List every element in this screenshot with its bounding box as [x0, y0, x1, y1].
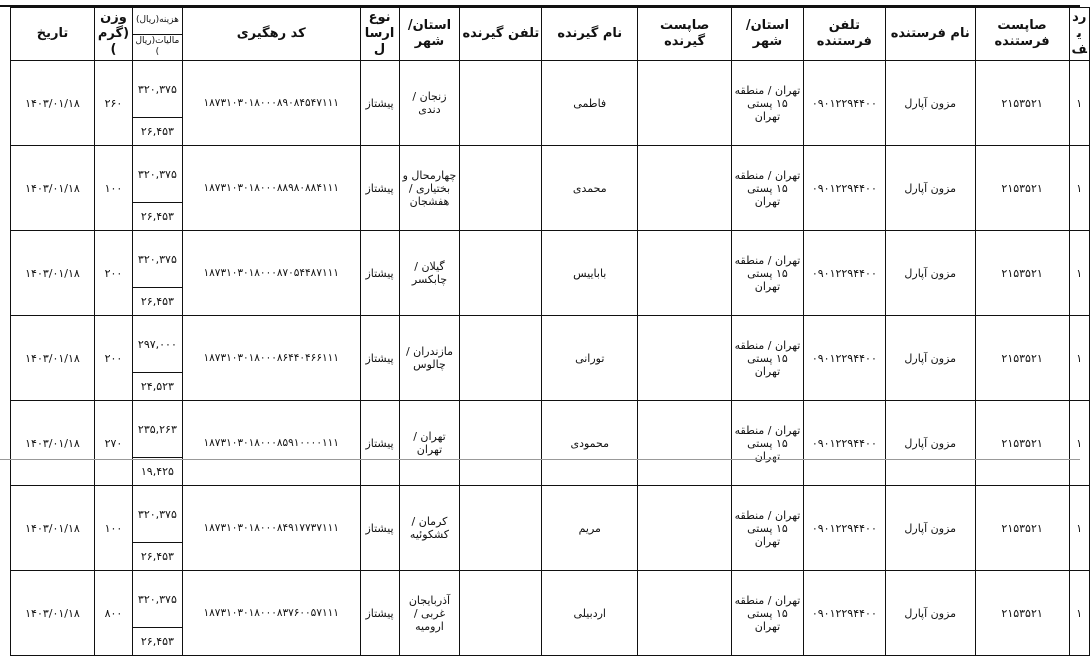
- cell-weight: ۱۰۰: [94, 486, 132, 571]
- cell-sender-name: مزون آپارل: [885, 486, 975, 571]
- table-row: [11, 146, 1090, 203]
- cell-tracking-code: ۱۸۷۳۱۰۳۰۱۸۰۰۰۸۷۰۵۴۴۸۷۱۱۱: [182, 231, 360, 316]
- cell-tax: ۲۶,۴۵۳: [132, 118, 182, 146]
- cell-sender-phone: ۰۹۰۱۲۲۹۴۴۰۰: [803, 571, 885, 656]
- cell-receiver-postcode: [638, 486, 732, 571]
- cell-receiver-postcode: [638, 316, 732, 401]
- cell-sender-city: تهران / منطقه ۱۵ پستی تهران: [732, 486, 804, 571]
- cell-receiver-city: گیلان / چابکسر: [399, 231, 460, 316]
- cell-row-no: ۱: [1069, 316, 1089, 401]
- cell-receiver-city: زنجان / دندی: [399, 61, 460, 146]
- cell-sender-postcode: ۲۱۵۳۵۲۱: [975, 571, 1069, 656]
- cell-receiver-postcode: [638, 61, 732, 146]
- cell-receiver-phone: [460, 146, 542, 231]
- cell-receiver-name: فاطمی: [542, 61, 638, 146]
- cell-sender-phone: ۰۹۰۱۲۲۹۴۴۰۰: [803, 401, 885, 486]
- cell-receiver-phone: [460, 486, 542, 571]
- cell-sender-postcode: ۲۱۵۳۵۲۱: [975, 231, 1069, 316]
- cell-receiver-name: محمودی: [542, 401, 638, 486]
- cell-date: ۱۴۰۳/۰۱/۱۸: [11, 486, 95, 571]
- cell-cost: ۳۲۰,۳۷۵: [132, 231, 182, 288]
- cell-row-no: ۱: [1069, 146, 1089, 231]
- cell-sender-name: مزون آپارل: [885, 571, 975, 656]
- cell-receiver-phone: [460, 571, 542, 656]
- header-receiver-postcode: صاپست گیرنده: [638, 8, 732, 61]
- cell-tax: ۱۹,۴۲۵: [132, 458, 182, 486]
- cell-tracking-code: ۱۸۷۳۱۰۳۰۱۸۰۰۰۸۶۴۴۰۴۶۶۱۱۱: [182, 316, 360, 401]
- cell-receiver-phone: [460, 61, 542, 146]
- cell-sender-city: تهران / منطقه ۱۵ پستی تهران: [732, 61, 804, 146]
- header-receiver-phone: تلفن گیرنده: [460, 8, 542, 61]
- cell-send-type: پیشتاز: [360, 61, 399, 146]
- table-body: [11, 61, 1090, 656]
- cell-receiver-city: مازندران / چالوس: [399, 316, 460, 401]
- cell-date: ۱۴۰۳/۰۱/۱۸: [11, 231, 95, 316]
- cell-receiver-postcode: [638, 571, 732, 656]
- cell-row-no: ۱: [1069, 61, 1089, 146]
- cell-row-no: ۱: [1069, 486, 1089, 571]
- header-sender-name: نام فرستنده: [885, 8, 975, 61]
- cell-row-no: ۱: [1069, 571, 1089, 656]
- cell-weight: ۱۰۰: [94, 146, 132, 231]
- cell-sender-name: مزون آپارل: [885, 61, 975, 146]
- cell-tracking-code: ۱۸۷۳۱۰۳۰۱۸۰۰۰۸۹۰۸۴۵۴۷۱۱۱: [182, 61, 360, 146]
- cell-tax: ۲۶,۴۵۳: [132, 203, 182, 231]
- cell-receiver-name: محمدی: [542, 146, 638, 231]
- cell-tax: ۲۶,۴۵۳: [132, 628, 182, 656]
- cell-cost: ۳۲۰,۳۷۵: [132, 486, 182, 543]
- cell-sender-postcode: ۲۱۵۳۵۲۱: [975, 146, 1069, 231]
- cell-sender-phone: ۰۹۰۱۲۲۹۴۴۰۰: [803, 61, 885, 146]
- cell-receiver-city: کرمان / کشکوئیه: [399, 486, 460, 571]
- cell-date: ۱۴۰۳/۰۱/۱۸: [11, 61, 95, 146]
- cell-cost: ۲۹۷,۰۰۰: [132, 316, 182, 373]
- cell-receiver-phone: [460, 231, 542, 316]
- cell-send-type: پیشتاز: [360, 486, 399, 571]
- header-cost: هزینه(ریال): [132, 8, 182, 35]
- table-row: [11, 231, 1090, 288]
- cell-send-type: پیشتاز: [360, 401, 399, 486]
- cell-receiver-name: باباییس: [542, 231, 638, 316]
- cell-sender-name: مزون آپارل: [885, 231, 975, 316]
- cell-tracking-code: ۱۸۷۳۱۰۳۰۱۸۰۰۰۸۳۷۶۰۰۵۷۱۱۱: [182, 571, 360, 656]
- cell-date: ۱۴۰۳/۰۱/۱۸: [11, 316, 95, 401]
- cell-sender-city: تهران / منطقه ۱۵ پستی تهران: [732, 231, 804, 316]
- header-weight: وزن (گرم): [94, 8, 132, 61]
- cell-sender-city: تهران / منطقه ۱۵ پستی تهران: [732, 401, 804, 486]
- cell-date: ۱۴۰۳/۰۱/۱۸: [11, 571, 95, 656]
- cell-receiver-name: تورانی: [542, 316, 638, 401]
- cell-tracking-code: ۱۸۷۳۱۰۳۰۱۸۰۰۰۸۸۹۸۰۸۸۴۱۱۱: [182, 146, 360, 231]
- cell-weight: ۸۰۰: [94, 571, 132, 656]
- cell-receiver-name: مریم: [542, 486, 638, 571]
- cell-sender-postcode: ۲۱۵۳۵۲۱: [975, 486, 1069, 571]
- shipments-table: [10, 7, 1090, 656]
- cell-sender-city: تهران / منطقه ۱۵ پستی تهران: [732, 571, 804, 656]
- header-row-no: ردیف: [1069, 8, 1089, 61]
- table-row: [11, 486, 1090, 543]
- cell-weight: ۲۰۰: [94, 316, 132, 401]
- cell-tracking-code: ۱۸۷۳۱۰۳۰۱۸۰۰۰۸۴۹۱۷۷۳۷۱۱۱: [182, 486, 360, 571]
- cell-cost: ۳۲۰,۳۷۵: [132, 146, 182, 203]
- header-sender-postcode: صاپست فرستنده: [975, 8, 1069, 61]
- cell-receiver-phone: [460, 316, 542, 401]
- header-send-type: نوع ارسال: [360, 8, 399, 61]
- cell-cost: ۳۲۰,۳۷۵: [132, 61, 182, 118]
- cell-receiver-phone: [460, 401, 542, 486]
- cell-sender-city: تهران / منطقه ۱۵ پستی تهران: [732, 316, 804, 401]
- cell-weight: ۲۷۰: [94, 401, 132, 486]
- header-date: تاریخ: [11, 8, 95, 61]
- cell-sender-postcode: ۲۱۵۳۵۲۱: [975, 316, 1069, 401]
- cell-date: ۱۴۰۳/۰۱/۱۸: [11, 401, 95, 486]
- cell-send-type: پیشتاز: [360, 146, 399, 231]
- cell-row-no: ۱: [1069, 231, 1089, 316]
- cell-tracking-code: ۱۸۷۳۱۰۳۰۱۸۰۰۰۸۵۹۱۰۰۰۰۱۱۱: [182, 401, 360, 486]
- bottom-border: [0, 459, 1080, 466]
- cell-sender-postcode: ۲۱۵۳۵۲۱: [975, 61, 1069, 146]
- cell-cost: ۳۲۰,۳۷۵: [132, 571, 182, 628]
- cell-send-type: پیشتاز: [360, 316, 399, 401]
- cell-cost: ۲۳۵,۲۶۳: [132, 401, 182, 458]
- cell-receiver-postcode: [638, 146, 732, 231]
- header-sender-city: استان/ شهر: [732, 8, 804, 61]
- cell-sender-postcode: ۲۱۵۳۵۲۱: [975, 401, 1069, 486]
- cell-row-no: ۱: [1069, 401, 1089, 486]
- cell-receiver-postcode: [638, 231, 732, 316]
- cell-tax: ۲۴,۵۲۳: [132, 373, 182, 401]
- cell-tax: ۲۶,۴۵۳: [132, 288, 182, 316]
- cell-date: ۱۴۰۳/۰۱/۱۸: [11, 146, 95, 231]
- table-header-row: [11, 8, 1090, 35]
- cell-tax: ۲۶,۴۵۳: [132, 543, 182, 571]
- cell-send-type: پیشتاز: [360, 231, 399, 316]
- table-row: [11, 401, 1090, 458]
- cell-sender-phone: ۰۹۰۱۲۲۹۴۴۰۰: [803, 486, 885, 571]
- cell-sender-phone: ۰۹۰۱۲۲۹۴۴۰۰: [803, 231, 885, 316]
- cell-receiver-city: تهران / تهران: [399, 401, 460, 486]
- cell-receiver-city: آذربایجان غربی / ارومیه: [399, 571, 460, 656]
- cell-sender-name: مزون آپارل: [885, 401, 975, 486]
- cell-send-type: پیشتاز: [360, 571, 399, 656]
- header-receiver-city: استان/ شهر: [399, 8, 460, 61]
- cell-sender-name: مزون آپارل: [885, 146, 975, 231]
- header-tracking-code: کد رهگیری: [182, 8, 360, 61]
- cell-receiver-city: چهارمحال و بختیاری / هفشجان: [399, 146, 460, 231]
- cell-sender-city: تهران / منطقه ۱۵ پستی تهران: [732, 146, 804, 231]
- table-row: [11, 571, 1090, 628]
- table-row: [11, 316, 1090, 373]
- top-border: [0, 0, 1080, 7]
- cell-sender-name: مزون آپارل: [885, 316, 975, 401]
- cell-weight: ۲۰۰: [94, 231, 132, 316]
- header-tax: مالیات(ریال): [132, 34, 182, 61]
- header-receiver-name: نام گیرنده: [542, 8, 638, 61]
- header-sender-phone: تلفن فرستنده: [803, 8, 885, 61]
- cell-receiver-name: اردبیلی: [542, 571, 638, 656]
- cell-sender-phone: ۰۹۰۱۲۲۹۴۴۰۰: [803, 146, 885, 231]
- table-row: [11, 61, 1090, 118]
- cell-sender-phone: ۰۹۰۱۲۲۹۴۴۰۰: [803, 316, 885, 401]
- cell-weight: ۲۶۰: [94, 61, 132, 146]
- cell-receiver-postcode: [638, 401, 732, 486]
